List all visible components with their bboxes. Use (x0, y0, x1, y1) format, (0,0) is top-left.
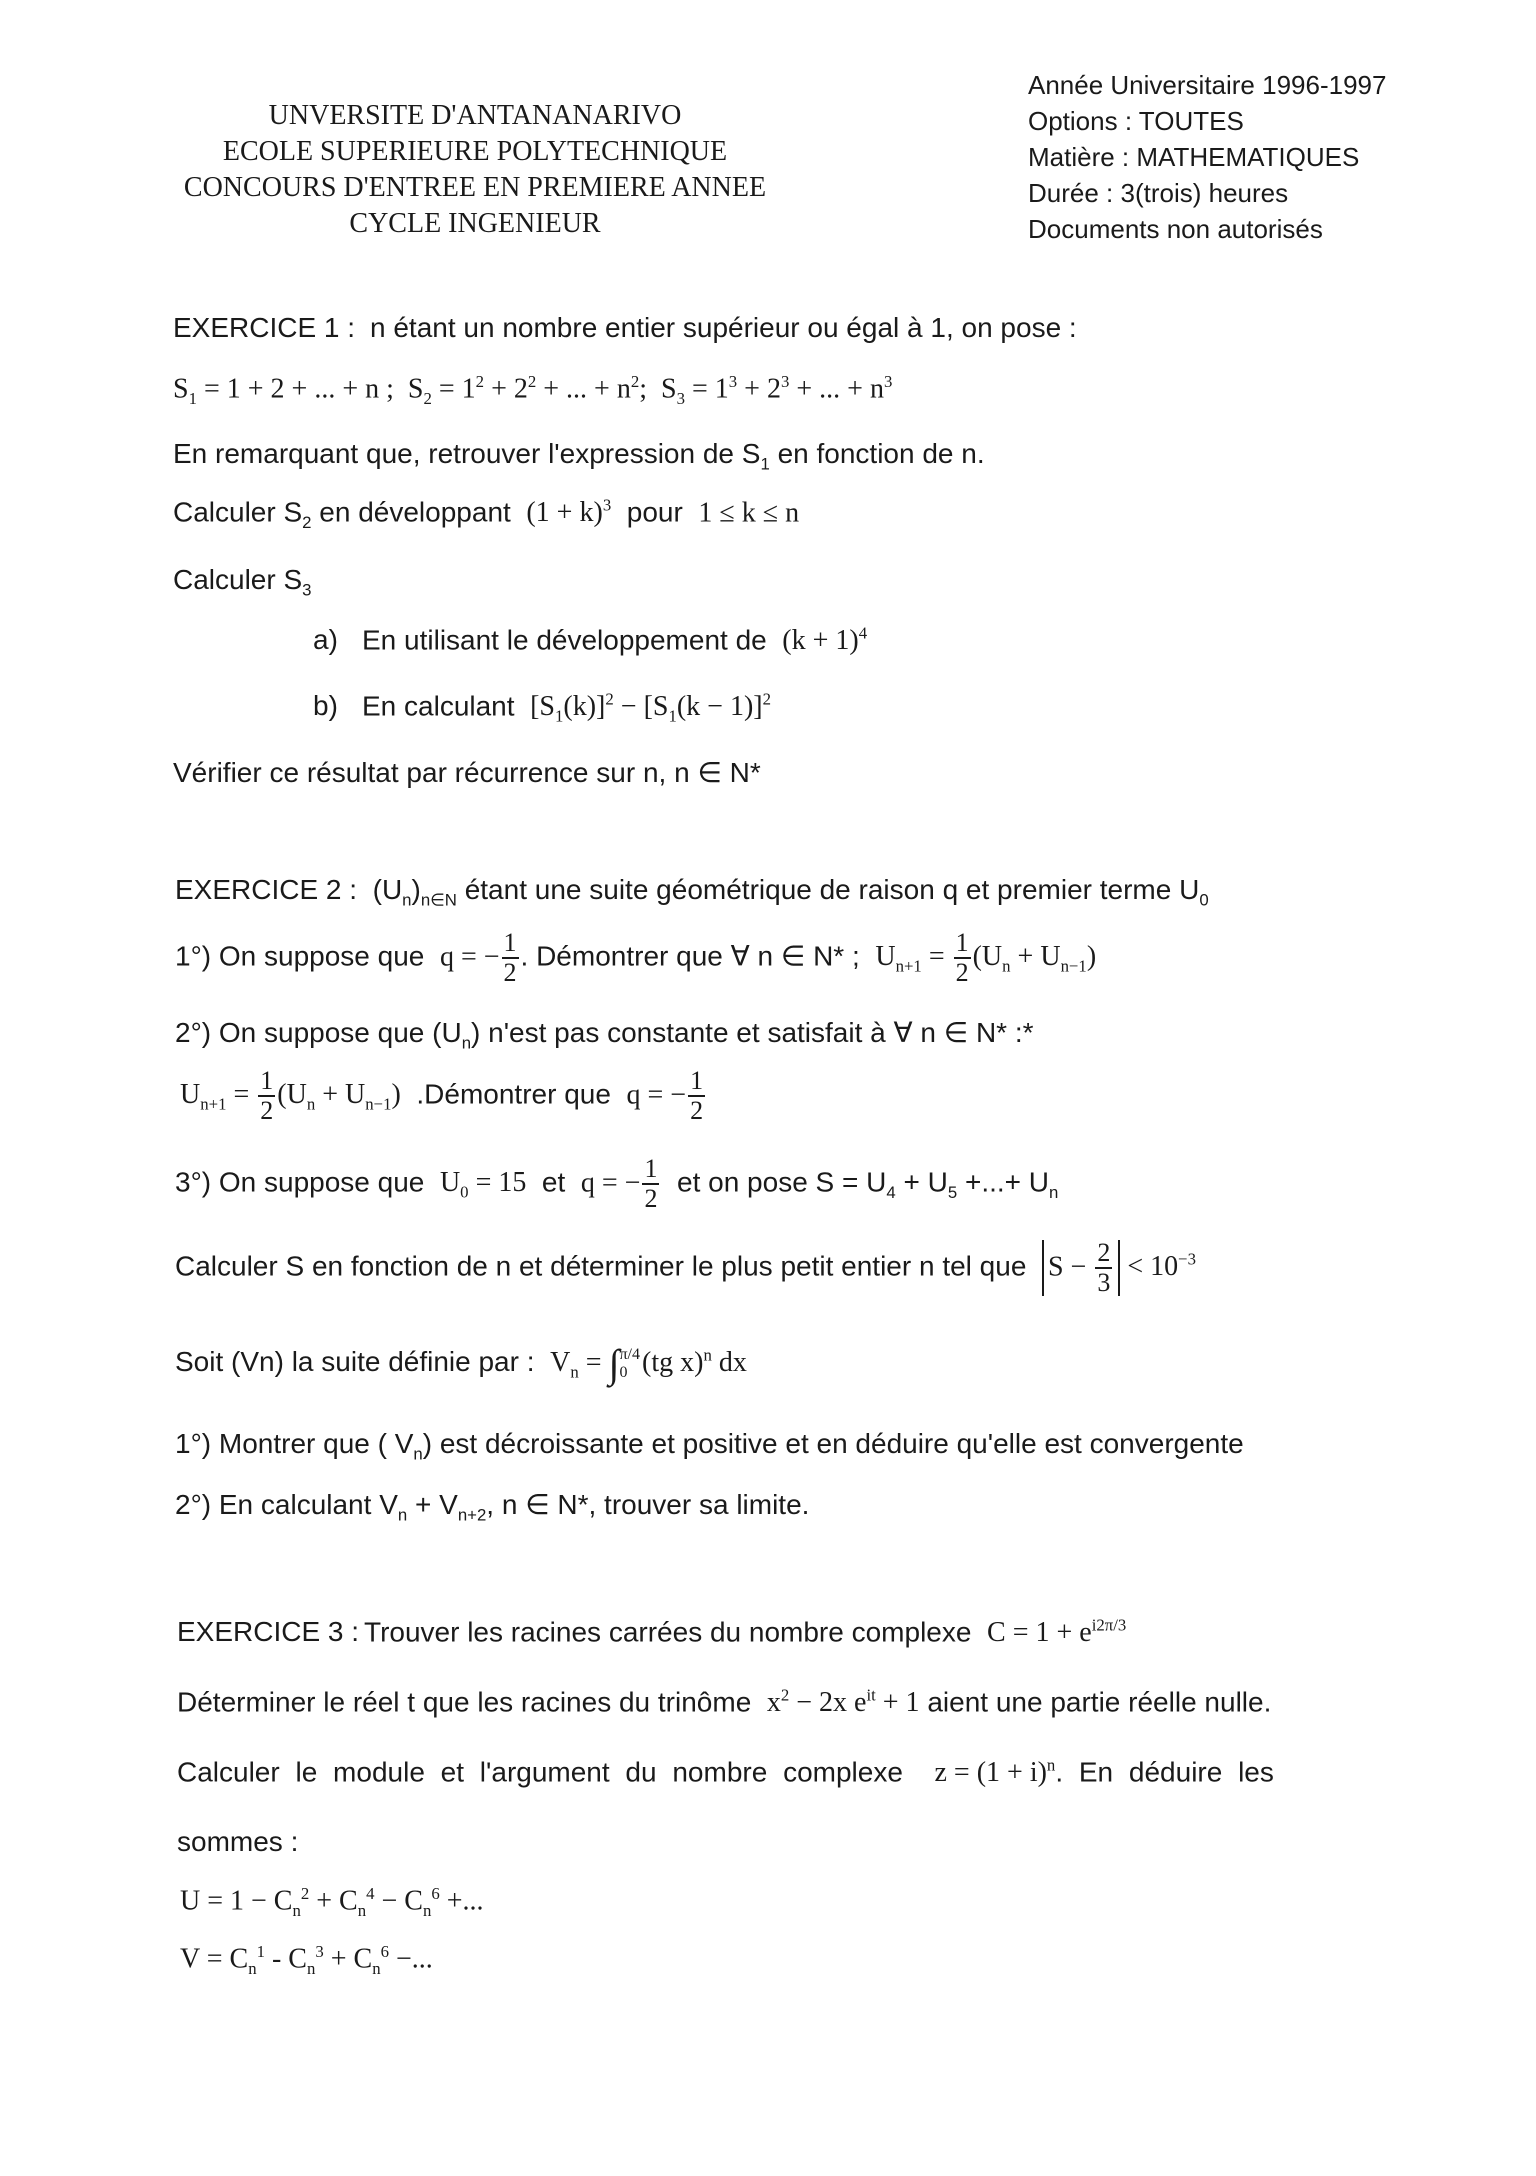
sequence-v-question-1: 1°) Montrer que ( $V_n$) est décroissante et positive et en déduire qu'elle est convergente (175, 1428, 1244, 1464)
exercise-2-title: EXERCICE 2 : $(U_n)_{n\in N}$ étant une suite géométrique de raison q et premier terme $U_0$ (175, 874, 1209, 910)
ex2-part-3: 3°) On suppose que $U_0 = 15$ et q = − $\frac{1}{2}$ et on pose $S = U_4 + U_5$ +...+ $U_n$ (175, 1154, 1059, 1213)
ex2-part-2-relation: $U_{n+1}$ = $\frac{1}{2}$ $(U_n + U_{n-1})$ .Démontrer que q = − $\frac{1}{2}$ (180, 1066, 704, 1125)
ex1-line-3: Calculer $S_3$ (173, 564, 312, 600)
ex1-line-2: Calculer $S_2$ en développant $(1 + k)^3$ pour 1 ≤ k ≤ n (173, 496, 800, 532)
ex1-line-1: En remarquant que, retrouver l'expression de $S_1$ en fonction de n. (173, 438, 985, 474)
subject: Matière : MATHEMATIQUES (1028, 142, 1360, 172)
sums-definition: $S_1 = 1 + 2$ + ... + n ; $S_2 = 1^2 + 2^2$ + ... + $n^2$; $S_3 = 1^3 + 2^3$ + ... + $n^3$ (173, 372, 893, 408)
exercise-3-intro: Trouver les racines carrées du nombre complexe $C = 1 + e^{i2\pi/3}$ (364, 1616, 1127, 1649)
exercise-3-title: EXERCICE 3 : (177, 1616, 360, 1647)
ex2-part-3-question: Calculer S en fonction de n et déterminer le plus petit entier n tel que S − $\frac{2}{3}$ < $10^{-3}$ (175, 1238, 1196, 1297)
documents-rule: Documents non autorisés (1028, 214, 1323, 244)
options: Options : TOUTES (1028, 106, 1244, 136)
ex3-line-2: Calculer le module et l'argument du nombre complexe $z = (1 + i)^n$. En déduire les (177, 1756, 1274, 1789)
ex3-line-3: sommes : (177, 1826, 299, 1857)
sum-v: $V = C_n^1 - C_n^3 + C_n^6$ −... (180, 1942, 433, 1978)
sum-u: $U = 1 - C_n^2 + C_n^4 - C_n^6$ +... (180, 1884, 484, 1920)
academic-year: Année Universitaire 1996-1997 (1028, 70, 1387, 100)
ex1-item-a-label: a) (313, 624, 338, 655)
cycle-name: CYCLE INGENIEUR (349, 208, 601, 239)
ex1-item-b: En calculant $[S_1(k)]^2 - [S_1(k - 1)]^2$ (362, 690, 772, 726)
university-name: UNVERSITE D'ANTANANARIVO (268, 100, 682, 131)
duration: Durée : 3(trois) heures (1028, 178, 1289, 208)
ex2-part-2: 2°) On suppose que $(U_n)$ n'est pas constante et satisfait à ∀ n ∈ N* :* (175, 1017, 1034, 1053)
exercise-1-intro: n étant un nombre entier supérieur ou égal à 1, on pose : (370, 312, 1077, 343)
contest-name: CONCOURS D'ENTREE EN PREMIERE ANNEE (183, 172, 767, 203)
ex3-line-1: Déterminer le réel t que les racines du trinôme $x^2 - 2x$ $e^{it} + 1$ aient une partie réelle nulle. (177, 1686, 1272, 1719)
ex2-part-1: 1°) On suppose que q = − $\frac{1}{2}$ . Démontrer que ∀ n ∈ N* ; $U_{n+1}$ = $\frac{1}{2}$ $(U_n + U_{n-1})$ (175, 928, 1097, 987)
school-name: ECOLE SUPERIEURE POLYTECHNIQUE (222, 136, 728, 167)
ex1-line-4: Vérifier ce résultat par récurrence sur n, n ∈ N* (173, 757, 761, 788)
sequence-v-definition: Soit (Vn) la suite définie par : $V_n$ = ∫ π/4 0 (tg x)$^n$ dx (175, 1341, 747, 1386)
sequence-v-question-2: 2°) En calculant $V_n + V_{n+2}$, n ∈ N*, trouver sa limite. (175, 1489, 810, 1525)
exercise-1-title: EXERCICE 1 : (173, 312, 356, 343)
ex1-item-b-label: b) (313, 690, 338, 721)
ex1-item-a: En utilisant le développement de $(k + 1)^4$ (362, 624, 868, 657)
